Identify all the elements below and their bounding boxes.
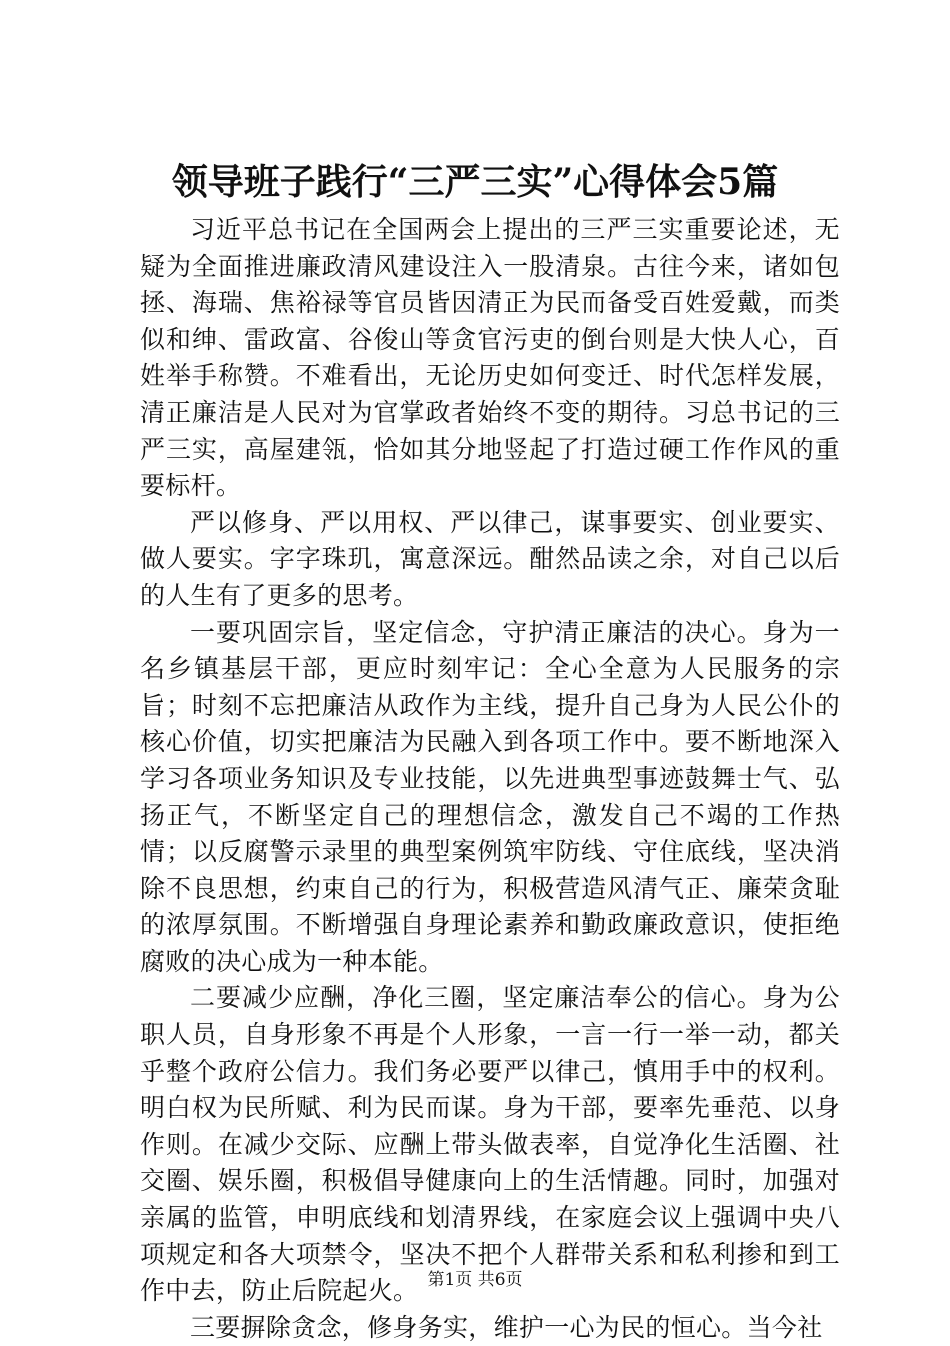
document-body — [140, 212, 840, 1346]
paragraph-4: 二要减少应酬，净化三圈，坚定廉洁奉公的信心。身为公职人员，自身形象不再是个人形象，一言一行一举一动，都关乎整个政府公信力。我们务必要严以律己，慎用手中的权利。明白权为民所赋、利为民而谋。身为干部，要率先垂范、以身作则。在减少交际、应酬上带头做表率，自觉净化生活圈、社交圈、娱乐圈，积极倡导健康向上的生活情趣。同时，加强对亲属的监管，申明底线和划清界线，在家庭会议上强调中央八项规定和各大项禁令，坚决不把个人群带关系和私利掺和到工作中去，防止后院起火。 — [140, 983, 840, 1306]
page-footer: 第1页 共6页 — [427, 1270, 523, 1290]
document-title: 领导班子践行“三严三实”心得体会5篇 — [171, 161, 779, 203]
paragraph-3: 一要巩固宗旨，坚定信念，守护清正廉洁的决心。身为一名乡镇基层干部，更应时刻牢记：全心全意为人民服务的宗旨；时刻不忘把廉洁从政作为主线，提升自己身为人民公仆的核心价值，切实把廉洁为民融入到各项工作中。要不断地深入学习各项业务知识及专业技能，以先进典型事迹鼓舞士气、弘扬正气，不断坚定自己的理想信念，激发自己不竭的工作热情；以反腐警示录里的典型案例筑牢防线、守住底线，坚决消除不良思想，约束自己的行为，积极营造风清气正、廉荣贪耻的浓厚氛围。不断增强自身理论素养和勤政廉政意识，使拒绝腐败的决心成为一种本能。 — [140, 617, 840, 976]
paragraph-1: 习近平总书记在全国两会上提出的三严三实重要论述，无疑为全面推进廉政清风建设注入一股清泉。古往今来，诸如包拯、海瑞、焦裕禄等官员皆因清正为民而备受百姓爱戴，而类似和绅、雷政富、谷俊山等贪官污吏的倒台则是大快人心，百姓举手称赞。不难看出，无论历史如何变迁、时代怎样发展，清正廉洁是人民对为官掌政者始终不变的期待。习总书记的三严三实，高屋建瓴，恰如其分地竖起了打造过硬工作作风的重要标杆。 — [140, 215, 840, 501]
paragraph-5: 三要摒除贪念，修身务实，维护一心为民的恒心。当今社 — [190, 1312, 823, 1342]
paragraph-2: 严以修身、严以用权、严以律己，谋事要实、创业要实、做人要实。字字珠玑，寓意深远。酣然品读之余，对自己以后的人生有了更多的思考。 — [140, 507, 840, 610]
